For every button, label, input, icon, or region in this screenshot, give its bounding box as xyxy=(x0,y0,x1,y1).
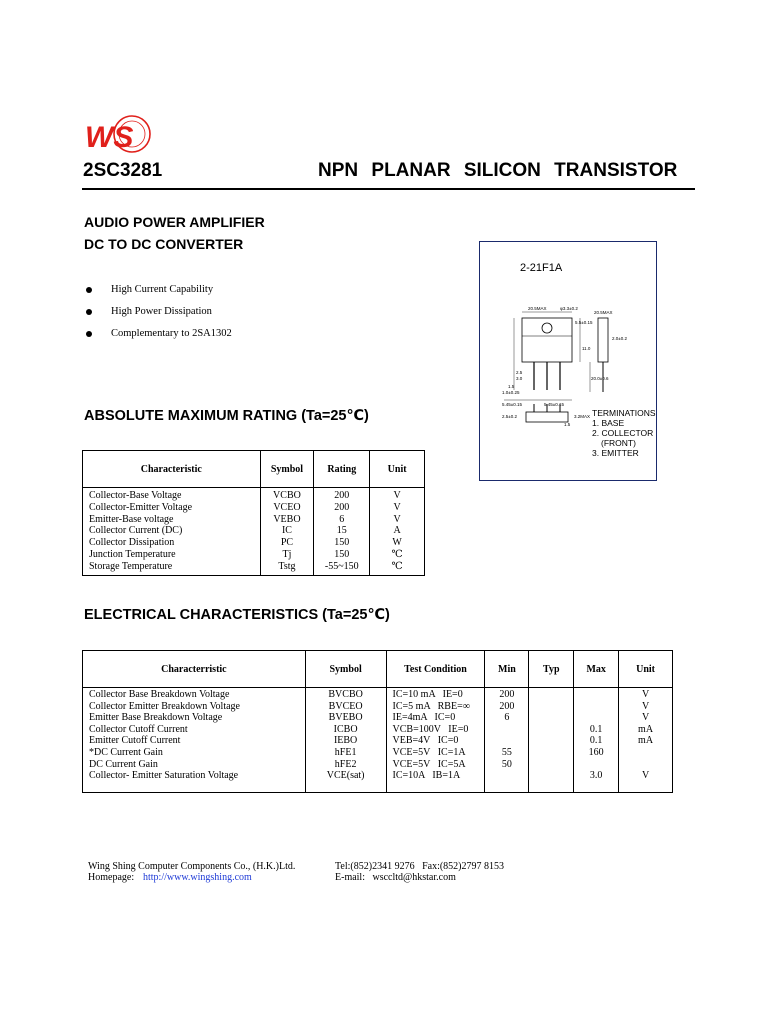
dim-label: 1.5 xyxy=(564,422,571,427)
table-cell xyxy=(485,724,529,736)
table-cell: 0.1 xyxy=(574,724,619,736)
column-header: Unit xyxy=(619,651,673,688)
table-cell: Collector- Emitter Saturation Voltage xyxy=(89,770,239,782)
table-cell: VEB=4V IC=0 xyxy=(386,735,485,747)
table-cell: 15 xyxy=(314,525,370,537)
table-cell xyxy=(485,770,529,792)
feature-text: High Current Capability xyxy=(111,284,214,295)
table-cell: 150 xyxy=(314,549,370,561)
table-cell: BVCBO xyxy=(305,688,386,701)
table-cell: 3.0 xyxy=(574,770,619,792)
table-cell xyxy=(529,688,574,701)
table-cell xyxy=(529,724,574,736)
dim-label: 3.0 xyxy=(516,376,523,381)
table-cell xyxy=(529,770,574,792)
dim-label: 2.5±0.2 xyxy=(502,414,517,419)
table-row xyxy=(83,537,425,549)
column-header: Symbol xyxy=(305,651,386,688)
dim-label: 5.45±0.15 xyxy=(502,402,522,407)
table-cell: 0.1 xyxy=(574,735,619,747)
table-cell: IC=10 mA IE=0 xyxy=(386,688,485,701)
column-header: Min xyxy=(485,651,529,688)
table-row xyxy=(83,502,425,514)
dim-label: 2.5 xyxy=(516,370,523,375)
column-header: Unit xyxy=(370,451,425,488)
application-1: AUDIO POWER AMPLIFIER xyxy=(84,214,265,230)
table-cell: ℃ xyxy=(370,549,425,561)
dim-label: 20.0±0.6 xyxy=(591,376,609,381)
abs-max-title: ABSOLUTE MAXIMUM RATING (Ta=25℃) xyxy=(84,408,369,424)
table-cell: mA xyxy=(619,724,673,736)
dim-label: 5.5±0.15 xyxy=(575,320,593,325)
table-cell: Junction Temperature xyxy=(89,548,176,560)
table-row xyxy=(83,712,673,724)
table-cell: 200 xyxy=(314,488,370,502)
table-row xyxy=(83,747,673,759)
table-cell: VCE=5V IC=1A xyxy=(386,747,485,759)
table-cell: V xyxy=(619,688,673,701)
bullet-icon xyxy=(86,287,92,293)
table-cell: IE=4mA IC=0 xyxy=(386,712,485,724)
table-cell: VCE=5V IC=5A xyxy=(386,759,485,771)
table-cell xyxy=(619,747,673,759)
dim-label: 20.5MAX xyxy=(528,306,547,311)
dim-label: φ3.3±0.2 xyxy=(560,306,578,311)
table-cell: IC=10A IB=1A xyxy=(386,770,485,792)
column-header: Characteristic xyxy=(83,451,261,488)
terminations-title: TERMINATIONS xyxy=(592,408,656,418)
table-cell: IC=5 mA RBE=∞ xyxy=(386,701,485,713)
company-name: Wing Shing Computer Components Co., (H.K.)Ltd. xyxy=(88,861,296,872)
table-row xyxy=(83,514,425,526)
feature-text: Complementary to 2SA1302 xyxy=(111,328,232,339)
bullet-icon xyxy=(86,331,92,337)
table-cell: Collector Cutoff Current xyxy=(89,723,188,735)
table-cell: Emitter-Base voltage xyxy=(89,513,174,525)
logo-text: WS xyxy=(85,121,134,154)
feature-text: High Power Dissipation xyxy=(111,306,212,317)
column-header: Symbol xyxy=(260,451,314,488)
table-cell: 6 xyxy=(485,712,529,724)
electrical-table xyxy=(82,650,673,793)
table-row xyxy=(83,561,425,575)
termination-front: (FRONT) xyxy=(601,438,636,448)
feature-item xyxy=(86,306,212,317)
table-cell: V xyxy=(619,770,673,792)
table-row xyxy=(83,770,673,792)
table-cell: IEBO xyxy=(305,735,386,747)
column-header: Rating xyxy=(314,451,370,488)
table-cell: ICBO xyxy=(305,724,386,736)
table-cell: VCBO xyxy=(260,488,314,502)
table-cell xyxy=(529,747,574,759)
application-2: DC TO DC CONVERTER xyxy=(84,236,244,252)
homepage-label: Homepage: xyxy=(88,872,135,883)
table-cell: Emitter Cutoff Current xyxy=(89,735,181,747)
table-cell xyxy=(619,759,673,771)
table-cell xyxy=(574,701,619,713)
part-number: 2SC3281 xyxy=(83,160,163,181)
table-cell: Tstg xyxy=(260,561,314,575)
table-cell: DC Current Gain xyxy=(89,758,158,770)
homepage-link[interactable]: http://www.wingshing.com xyxy=(143,872,252,883)
table-cell xyxy=(529,735,574,747)
table-cell: Tj xyxy=(260,549,314,561)
table-row xyxy=(83,735,673,747)
dim-label: 20.5MAX xyxy=(594,310,613,315)
termination-base: 1. BASE xyxy=(592,418,625,428)
header-divider xyxy=(82,188,695,190)
table-cell: W xyxy=(370,537,425,549)
table-cell: Collector-Base Voltage xyxy=(89,490,182,501)
table-row xyxy=(83,688,673,701)
table-cell xyxy=(574,759,619,771)
table-cell: IC xyxy=(260,525,314,537)
table-cell: hFE2 xyxy=(305,759,386,771)
table-cell: PC xyxy=(260,537,314,549)
electrical-title: ELECTRICAL CHARACTERISTICS (Ta=25℃) xyxy=(84,607,390,623)
column-header: Typ xyxy=(529,651,574,688)
bullet-icon xyxy=(86,309,92,315)
column-header: Characterristic xyxy=(83,651,306,688)
dim-label: 1.0±0.25 xyxy=(502,390,520,395)
feature-item xyxy=(86,284,213,295)
dim-label: 1.5 xyxy=(508,384,515,389)
table-cell: Collector-Emitter Voltage xyxy=(89,501,193,513)
table-cell xyxy=(485,735,529,747)
table-cell: A xyxy=(370,525,425,537)
table-cell xyxy=(574,712,619,724)
dim-label: 5.45±0.15 xyxy=(544,402,564,407)
table-cell: 200 xyxy=(485,688,529,701)
table-cell: mA xyxy=(619,735,673,747)
abs-max-table xyxy=(82,450,425,576)
dim-label: 2.0±0.2 xyxy=(612,336,627,341)
table-cell: hFE1 xyxy=(305,747,386,759)
dim-label: 3.2MAX xyxy=(574,414,591,419)
table-cell: Emitter Base Breakdown Voltage xyxy=(89,712,223,724)
table-row xyxy=(83,701,673,713)
table-cell: Collector Base Breakdown Voltage xyxy=(89,689,230,700)
table-cell: V xyxy=(619,701,673,713)
table-cell: V xyxy=(370,488,425,502)
termination-collector: 2. COLLECTOR xyxy=(592,428,654,438)
table-cell: 150 xyxy=(314,537,370,549)
table-cell xyxy=(529,712,574,724)
table-cell: 55 xyxy=(485,747,529,759)
table-row xyxy=(83,549,425,561)
table-cell: Collector Current (DC) xyxy=(89,525,183,537)
table-row xyxy=(83,488,425,502)
table-cell: V xyxy=(370,502,425,514)
device-type: NPN PLANAR SILICON TRANSISTOR xyxy=(318,160,678,181)
table-cell xyxy=(529,759,574,771)
table-cell: Collector Emitter Breakdown Voltage xyxy=(89,700,240,712)
contact-phone-fax: Tel:(852)2341 9276 Fax:(852)2797 8153 xyxy=(335,861,505,872)
table-cell: 160 xyxy=(574,747,619,759)
table-cell: ℃ xyxy=(370,561,425,575)
table-cell: 50 xyxy=(485,759,529,771)
table-cell: VCE(sat) xyxy=(305,770,386,792)
company-logo xyxy=(82,112,154,164)
table-cell: 200 xyxy=(314,502,370,514)
table-cell: BVCEO xyxy=(305,701,386,713)
table-cell: VCB=100V IE=0 xyxy=(386,724,485,736)
table-cell: Storage Temperature xyxy=(89,560,173,572)
table-cell: VCEO xyxy=(260,502,314,514)
table-row xyxy=(83,525,425,537)
table-cell: V xyxy=(370,514,425,526)
column-header: Test Condition xyxy=(386,651,485,688)
table-row xyxy=(83,724,673,736)
table-row xyxy=(83,759,673,771)
dim-label: 11.0 xyxy=(582,346,591,351)
table-cell: V xyxy=(619,712,673,724)
table-cell: *DC Current Gain xyxy=(89,746,163,758)
table-cell: -55~150 xyxy=(314,561,370,575)
termination-emitter: 3. EMITTER xyxy=(592,448,639,458)
table-cell: VEBO xyxy=(260,514,314,526)
contact-email: E-mail: wsccltd@hkstar.com xyxy=(335,872,456,883)
table-cell: BVEBO xyxy=(305,712,386,724)
table-cell: 200 xyxy=(485,701,529,713)
feature-item xyxy=(86,328,232,339)
table-cell xyxy=(574,688,619,701)
package-name: 2-21F1A xyxy=(520,262,563,274)
column-header: Max xyxy=(574,651,619,688)
table-cell xyxy=(529,701,574,713)
table-cell: Collector Dissipation xyxy=(89,537,175,549)
table-cell: 6 xyxy=(314,514,370,526)
